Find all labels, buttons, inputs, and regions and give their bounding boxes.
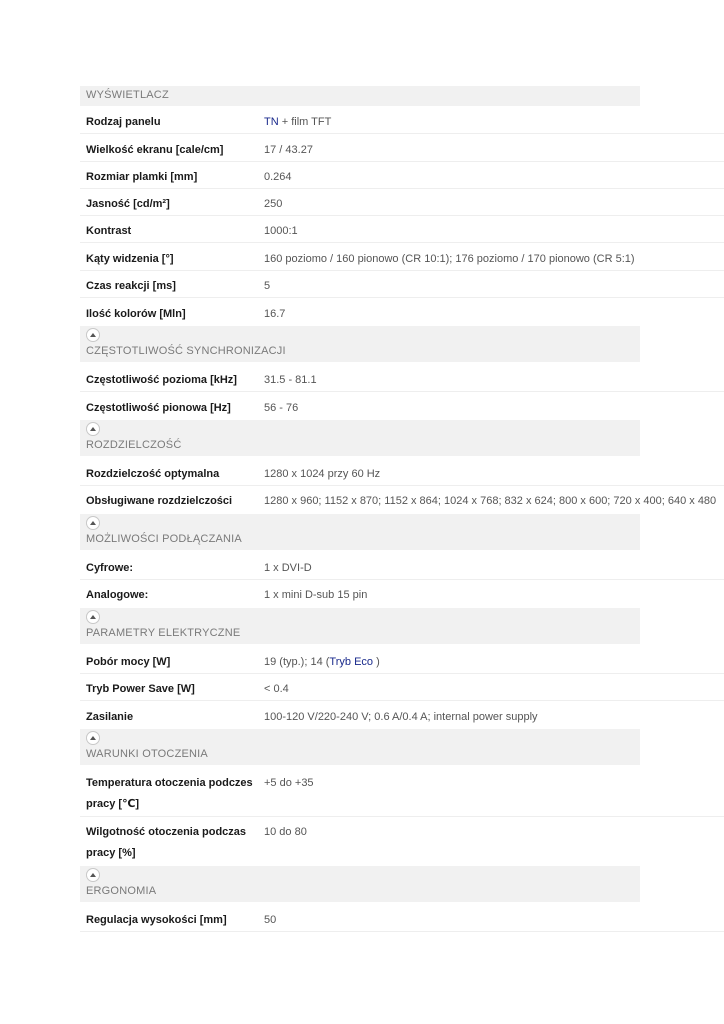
spec-value: 250 [264,198,283,210]
spec-label: Tryb Power Save [W] [86,683,195,695]
spec-label: Zasilanie [86,711,134,723]
spec-label: Analogowe: [86,589,149,601]
spec-row [80,585,724,606]
spec-label: Regulacja wysokości [mm] [86,914,227,926]
spec-row [80,822,724,865]
spec-label: Wilgotność otoczenia podczas pracy [%] [86,826,247,859]
chevron-up-icon [90,521,96,525]
spec-label: Jasność [cd/m²] [86,198,170,210]
spec-value: 10 do 80 [264,826,307,838]
spec-row [80,221,724,243]
collapse-button[interactable] [86,516,100,530]
chevron-up-icon [90,427,96,431]
spec-row [80,773,724,817]
spec-value: 56 - 76 [264,402,299,414]
spec-value: 5 [264,280,271,292]
spec-label: Obsługiwane rozdzielczości [86,495,233,507]
spec-label: Kontrast [86,225,132,237]
chevron-up-icon [90,615,96,619]
collapse-button[interactable] [86,868,100,882]
spec-label: Ilość kolorów [Mln] [86,308,186,320]
spec-value: 50 [264,914,277,926]
section-title-display: WYŚWIETLACZ [80,86,640,106]
spec-row [80,276,724,298]
spec-value: 1000:1 [264,225,298,237]
spec-value: 16.7 [264,308,286,320]
spec-value: 0.264 [264,171,292,183]
spec-row [80,249,724,271]
spec-label: Rodzaj panelu [86,116,161,128]
spec-row [80,707,724,728]
spec-label: Częstotliwość pozioma [kHz] [86,374,237,386]
spec-row [80,558,724,580]
section-title-environment: WARUNKI OTOCZENIA [80,729,640,765]
panel-type-link[interactable]: TN [264,116,279,128]
section-title-electrical: PARAMETRY ELEKTRYCZNE [80,608,640,644]
chevron-up-icon [90,333,96,337]
spec-label: Pobór mocy [W] [86,656,171,668]
spec-value: 100-120 V/220-240 V; 0.6 A/0.4 A; internal power supply [264,711,538,723]
spec-value: 31.5 - 81.1 [264,374,317,386]
spec-row [80,194,724,216]
spec-row [80,140,724,162]
spec-label: Częstotliwość pionowa [Hz] [86,402,231,414]
spec-value: TN + film TFT [264,116,332,128]
spec-value: < 0.4 [264,683,289,695]
spec-value: 17 / 43.27 [264,144,313,156]
spec-value: 19 (typ.); 14 (Tryb Eco ) [264,656,380,668]
section-title-resolution: ROZDZIELCZOŚĆ [80,420,640,456]
spec-row [80,370,724,392]
spec-value: +5 do +35 [264,777,314,789]
spec-label: Kąty widzenia [°] [86,253,174,265]
collapse-button[interactable] [86,422,100,436]
chevron-up-icon [90,736,96,740]
chevron-up-icon [90,873,96,877]
spec-row [80,112,724,134]
spec-label: Rozmiar plamki [mm] [86,171,198,183]
collapse-button[interactable] [86,731,100,745]
spec-row [80,304,724,325]
spec-label: Cyfrowe: [86,562,134,574]
spec-label: Temperatura otoczenia podczes pracy [℃] [86,777,253,810]
eco-mode-link[interactable]: Tryb Eco [329,656,374,668]
collapse-button[interactable] [86,328,100,342]
spec-row [80,398,724,419]
spec-value: 1 x mini D-sub 15 pin [264,589,368,601]
section-title-sync: CZĘSTOTLIWOŚĆ SYNCHRONIZACJI [80,326,640,362]
spec-row [80,491,724,512]
spec-row [80,464,724,486]
spec-row [80,652,724,674]
spec-label: Rozdzielczość optymalna [86,468,220,480]
section-title-connectivity: MOŻLIWOŚCI PODŁĄCZANIA [80,514,640,550]
spec-row [80,910,724,932]
section-title-ergonomics: ERGONOMIA [80,866,640,902]
spec-label: Wielkość ekranu [cale/cm] [86,144,224,156]
spec-row [80,167,724,189]
spec-row [80,679,724,701]
spec-value: 1280 x 1024 przy 60 Hz [264,468,381,480]
spec-value: 1280 x 960; 1152 x 870; 1152 x 864; 1024 x 768; 832 x 624; 800 x 600; 720 x 400; 640 x 480 [264,495,717,507]
spec-value: 1 x DVI-D [264,562,312,574]
collapse-button[interactable] [86,610,100,624]
spec-value: 160 poziomo / 160 pionowo (CR 10:1); 176 poziomo / 170 pionowo (CR 5:1) [264,253,635,265]
spec-label: Czas reakcji [ms] [86,280,176,292]
